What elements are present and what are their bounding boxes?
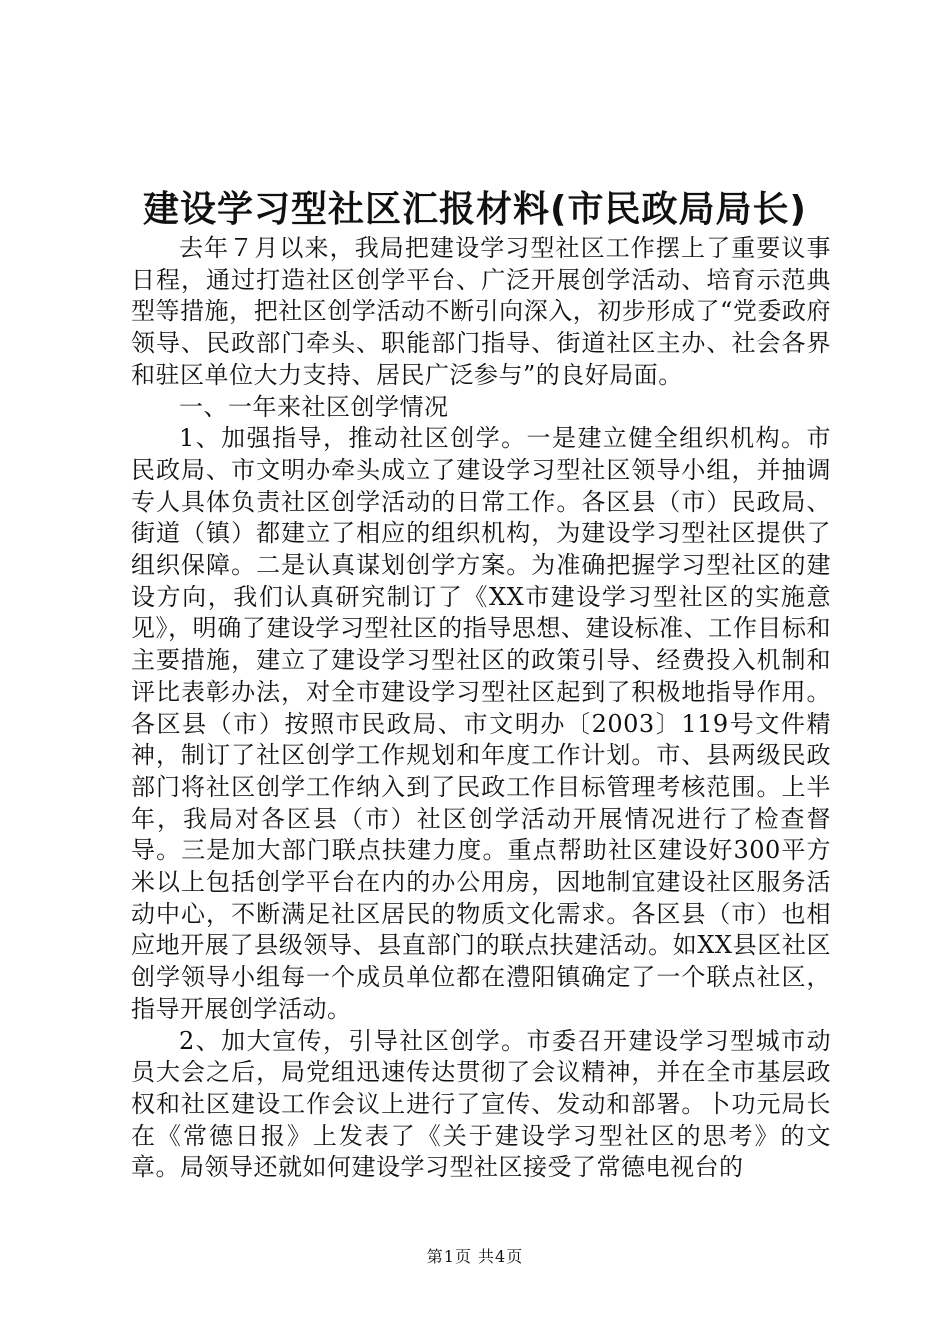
document-body — [131, 233, 831, 1184]
intro-paragraph: 去年７月以来，我局把建设学习型社区工作摆上了重要议事日程，通过打造社区创学平台、广泛开展创学活动、培育示范典型等措施，把社区创学活动不断引向深入，初步形成了“党委政府领导、民政部门牵头、职能部门指导、街道社区主办、社会各界和驻区单位大力支持、居民广泛参与”的良好局面。 — [131, 234, 831, 389]
document-title: 建设学习型社区汇报材料(市民政局局长) — [143, 189, 807, 230]
body-paragraph: 1、加强指导，推动社区创学。一是建立健全组织机构。市民政局、市文明办牵头成立了建设学习型社区领导小组，并抽调专人具体负责社区创学活动的日常工作。各区县（市）民政局、街道（镇）都建立了相应的组织机构，为建设学习型社区提供了组织保障。二是认真谋划创学方案。为准确把握学习型社区的建设方向，我们认真研究制订了《XX市建设学习型社区的实施意见》，明确了建设学习型社区的指导思想、建设标准、工作目标和主要措施，建立了建设学习型社区的政策引导、经费投入机制和评比表彰办法，对全市建设学习型社区起到了积极地指导作用。各区县（市）按照市民政局、市文明办〔2003〕119号文件精神，制订了社区创学工作规划和年度工作计划。市、县两级民政部门将社区创学工作纳入到了民政工作目标管理考核范围。上半年，我局对各区县（市）社区创学活动开展情况进行了检查督导。三是加大部门联点扶建力度。重点帮助社区建设好300平方米以上包括创学平台在内的办公用房，因地制宜建设社区服务活动中心，不断满足社区居民的物质文化需求。各区县（市）也相应地开展了县级领导、县直部门的联点扶建活动。如XX县区社区创学领导小组每一个成员单位都在澧阳镇确定了一个联点社区，指导开展创学活动。 — [131, 424, 831, 1023]
body-paragraph: 2、加大宣传，引导社区创学。市委召开建设学习型城市动员大会之后，局党组迅速传达贯彻了会议精神，并在全市基层政权和社区建设工作会议上进行了宣传、发动和部署。卜功元局长在《常德日报》上发表了《关于建设学习型社区的思考》的文章。局领导还就如何建设学习型社区接受了常德电视台的 — [131, 1026, 831, 1182]
page-number-footer: 第1页 共4页 — [426, 1247, 524, 1266]
section-heading: 一、一年来社区创学情况 — [179, 392, 449, 421]
